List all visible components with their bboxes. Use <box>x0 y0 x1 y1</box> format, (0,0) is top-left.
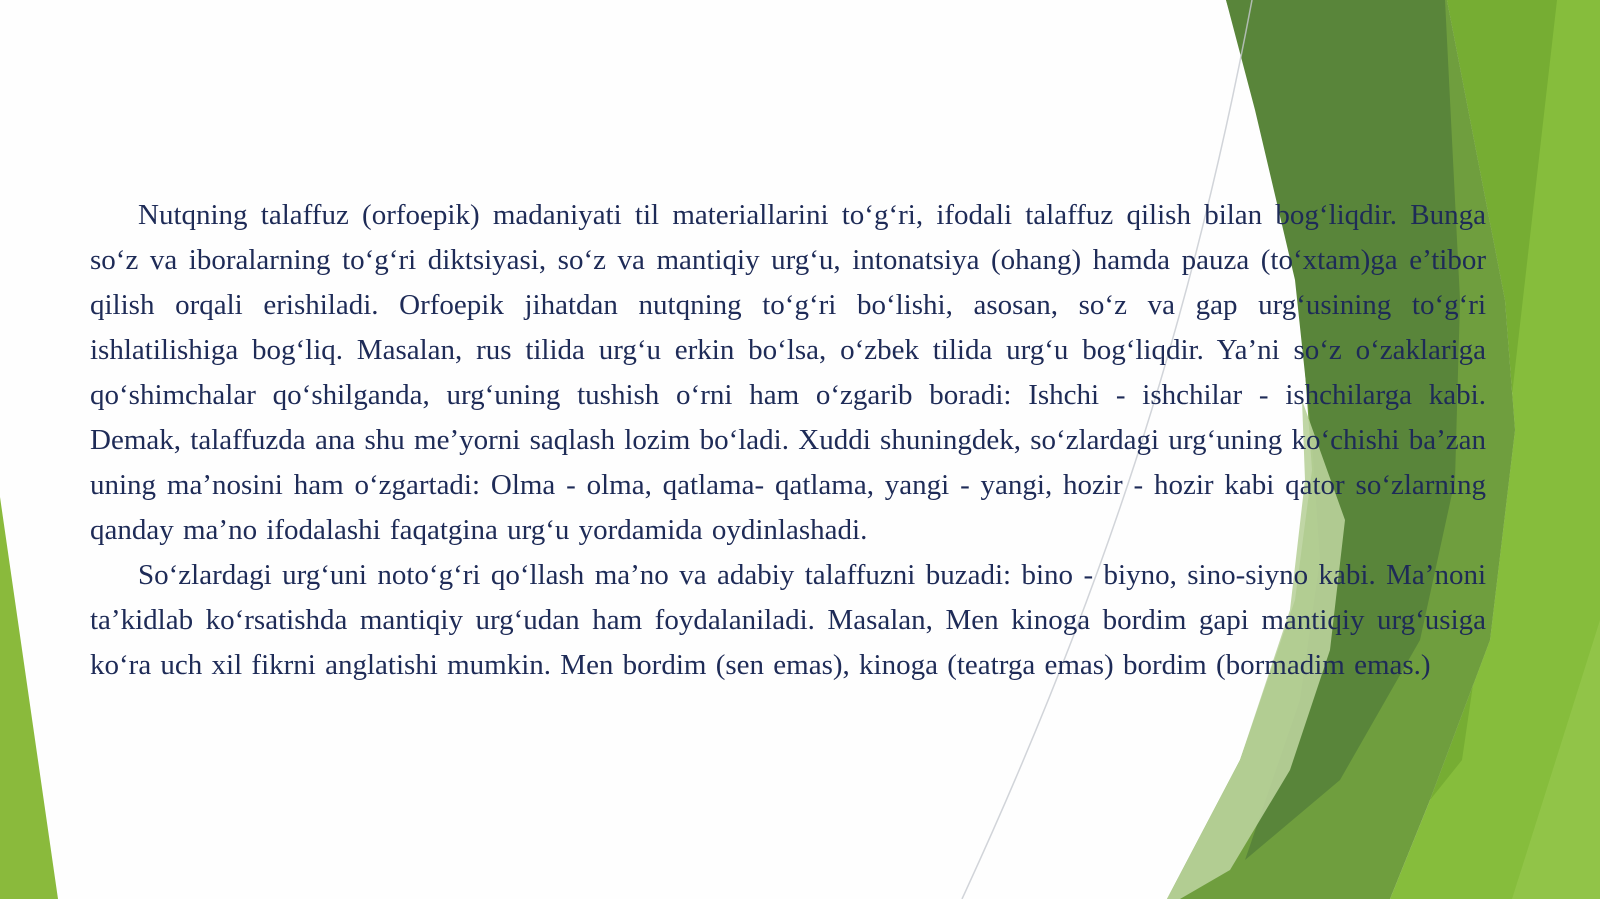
paragraph-urgu-qollash: So‘zlardagi urg‘uni noto‘g‘ri qo‘llash ma’no va adabiy talaffuzni buzadi: bino - biyno, sino-siyno kabi. Ma’noni ta’kidlab ko‘rsatishda mantiqiy urg‘udan ham foydalaniladi. Masalan, Men kinoga bordim gapi mantiqiy urg‘usiga ko‘ra uch xil fikrni anglatishi mumkin. Men bordim (sen emas), kinoga (teatrga emas) bordim (bormadim emas.) <box>90 559 1486 681</box>
slide-body-text <box>90 193 1486 688</box>
paragraph-orfoepik-madaniyat: Nutqning talaffuz (orfoepik) madaniyati til materiallarini to‘g‘ri, ifodali talaffuz qilish bilan bog‘liqdir. Bunga so‘z va iboralarning to‘g‘ri diktsiyasi, so‘z va mantiqiy urg‘u, intonatsiya (ohang) hamda pauza (to‘xtam)ga e’tibor qilish orqali erishiladi. Orfoepik jihatdan nutqning to‘g‘ri bo‘lishi, asosan, so‘z va gap urg‘usining to‘g‘ri ishlatilishiga bog‘liq. Masalan, rus tilida urg‘u erkin bo‘lsa, o‘zbek tilida urg‘u bog‘liqdir. Ya’ni so‘z o‘zaklariga qo‘shimchalar qo‘shilganda, urg‘uning tushish o‘rni ham o‘zgarib boradi: Ishchi - ishchilar - ishchilarga kabi. Demak, talaffuzda ana shu me’yorni saqlash lozim bo‘ladi. Xuddi shuningdek, so‘zlardagi urg‘uning ko‘chishi ba’zan uning ma’nosini ham o‘zgartadi: Olma - olma, qatlama- qatlama, yangi - yangi, hozir - hozir kabi qator so‘zlarning qanday ma’no ifodalashi faqatgina urg‘u yordamida oydinlashadi. <box>90 199 1486 546</box>
left-bottom-wedge-shape <box>0 497 58 899</box>
